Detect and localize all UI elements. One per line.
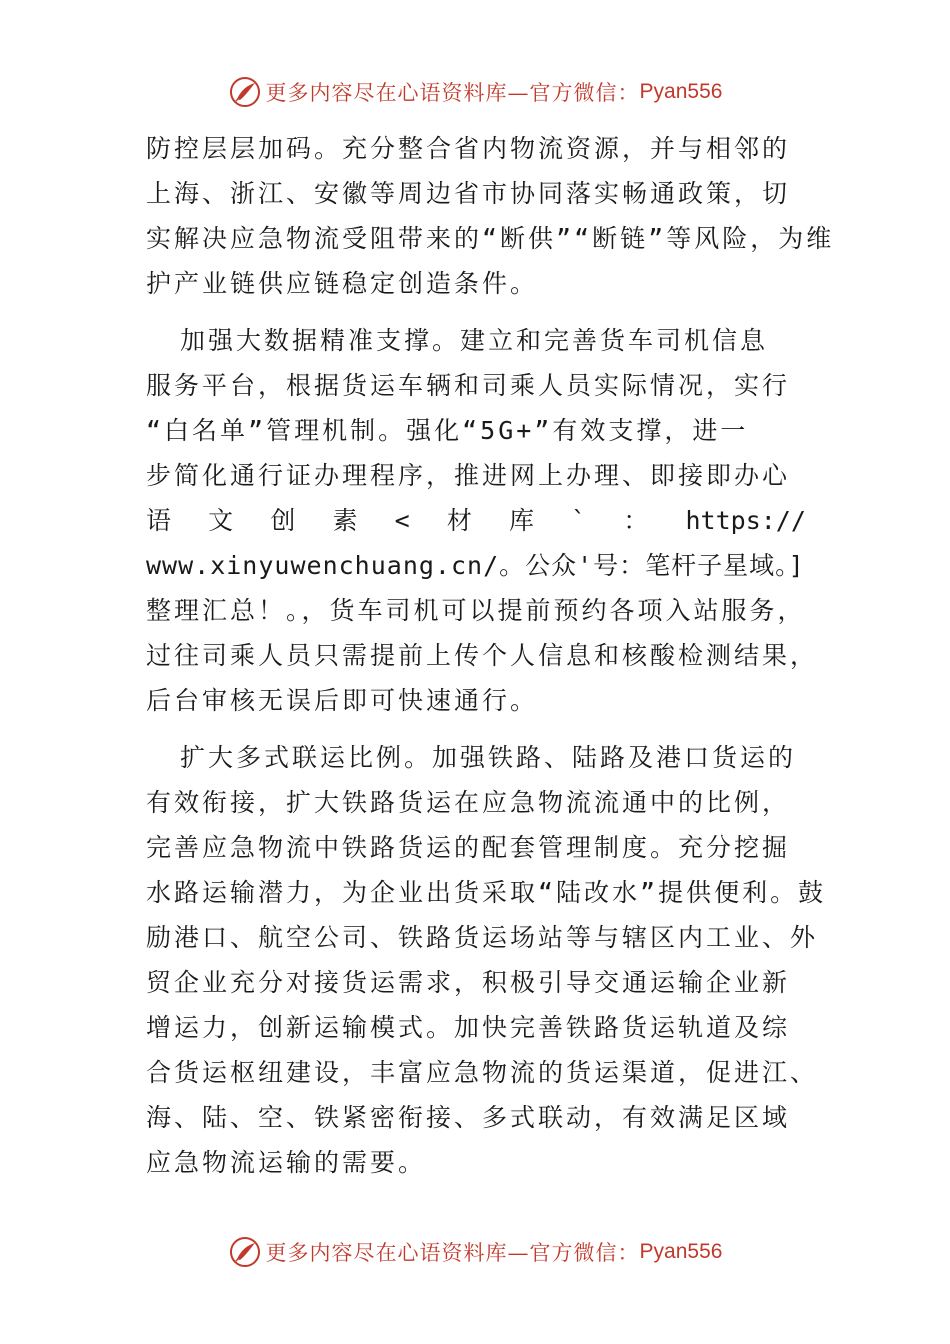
text-line: 实解决应急物流受阻带来的“断供”“断链”等风险，为维: [146, 224, 835, 253]
paragraph-1: [146, 126, 835, 306]
text-line: 扩大多式联运比例。加强铁路、陆路及港口货运的: [180, 743, 797, 772]
document-body: [146, 126, 835, 1197]
header-banner-text: 更多内容尽在心语资料库—官方微信：: [265, 81, 640, 105]
header-banner: [0, 72, 950, 112]
text-line: 整理汇总！。，货车司机可以提前预约各项入站服务，: [146, 596, 806, 625]
text-token: 素: [332, 506, 358, 535]
feather-logo-icon: [228, 1235, 262, 1269]
justified-line: [146, 498, 806, 543]
text-line: 励港口、航空公司、铁路货运场站等与辖区内工业、外: [146, 923, 819, 952]
text-line: 海、陆、空、铁紧密衔接、多式联动，有效满足区域: [146, 1103, 791, 1132]
text-token: `: [571, 506, 587, 535]
text-line: 合货运枢纽建设，丰富应急物流的货运渠道，促进江、: [146, 1058, 819, 1087]
text-line: “白名单”管理机制。强化“5G+”有效支撑，进一: [146, 416, 749, 445]
header-wechat-id: Pyan556: [639, 80, 723, 103]
text-line: 有效衔接，扩大铁路货运在应急物流流通中的比例，: [146, 788, 791, 817]
text-line: 后台审核无误后即可快速通行。: [146, 686, 539, 715]
feather-logo-icon: [228, 75, 262, 109]
text-token: <: [394, 506, 410, 535]
url-line: www.xinyuwenchuang.cn/。公众'号：笔杆子星域。]: [146, 551, 805, 580]
footer-banner: [0, 1232, 950, 1272]
text-line: 过往司乘人员只需提前上传个人信息和核酸检测结果，: [146, 641, 819, 670]
text-line: 服务平台，根据货运车辆和司乘人员实际情况，实行: [146, 371, 791, 400]
text-line: 防控层层加码。充分整合省内物流资源，并与相邻的: [146, 134, 791, 163]
paragraph-2: [146, 318, 819, 723]
text-token: 库: [508, 506, 534, 535]
footer-wechat-id: Pyan556: [639, 1240, 723, 1263]
paragraph-3: [146, 735, 827, 1185]
text-token: 文: [208, 506, 234, 535]
text-line: 应急物流运输的需要。: [146, 1148, 427, 1177]
text-line: 上海、浙江、安徽等周边省市协同落实畅通政策，切: [146, 179, 791, 208]
text-line: 完善应急物流中铁路货运的配套管理制度。充分挖掘: [146, 833, 791, 862]
text-token: ：: [623, 506, 649, 535]
text-token: 材: [446, 506, 472, 535]
text-line: 水路运输潜力，为企业出货采取“陆改水”提供便利。鼓: [146, 878, 827, 907]
url-token: https://: [685, 506, 806, 535]
text-line: 步简化通行证办理程序，推进网上办理、即接即办心: [146, 461, 791, 490]
text-line: 护产业链供应链稳定创造条件。: [146, 269, 539, 298]
text-line: 贸企业充分对接货运需求，积极引导交通运输企业新: [146, 968, 791, 997]
text-token: 创: [270, 506, 296, 535]
text-token: 语: [146, 506, 172, 535]
footer-banner-text: 更多内容尽在心语资料库—官方微信：: [265, 1241, 640, 1265]
text-line: 增运力，创新运输模式。加快完善铁路货运轨道及综: [146, 1013, 791, 1042]
text-line: 加强大数据精准支撑。建立和完善货车司机信息: [180, 326, 769, 355]
